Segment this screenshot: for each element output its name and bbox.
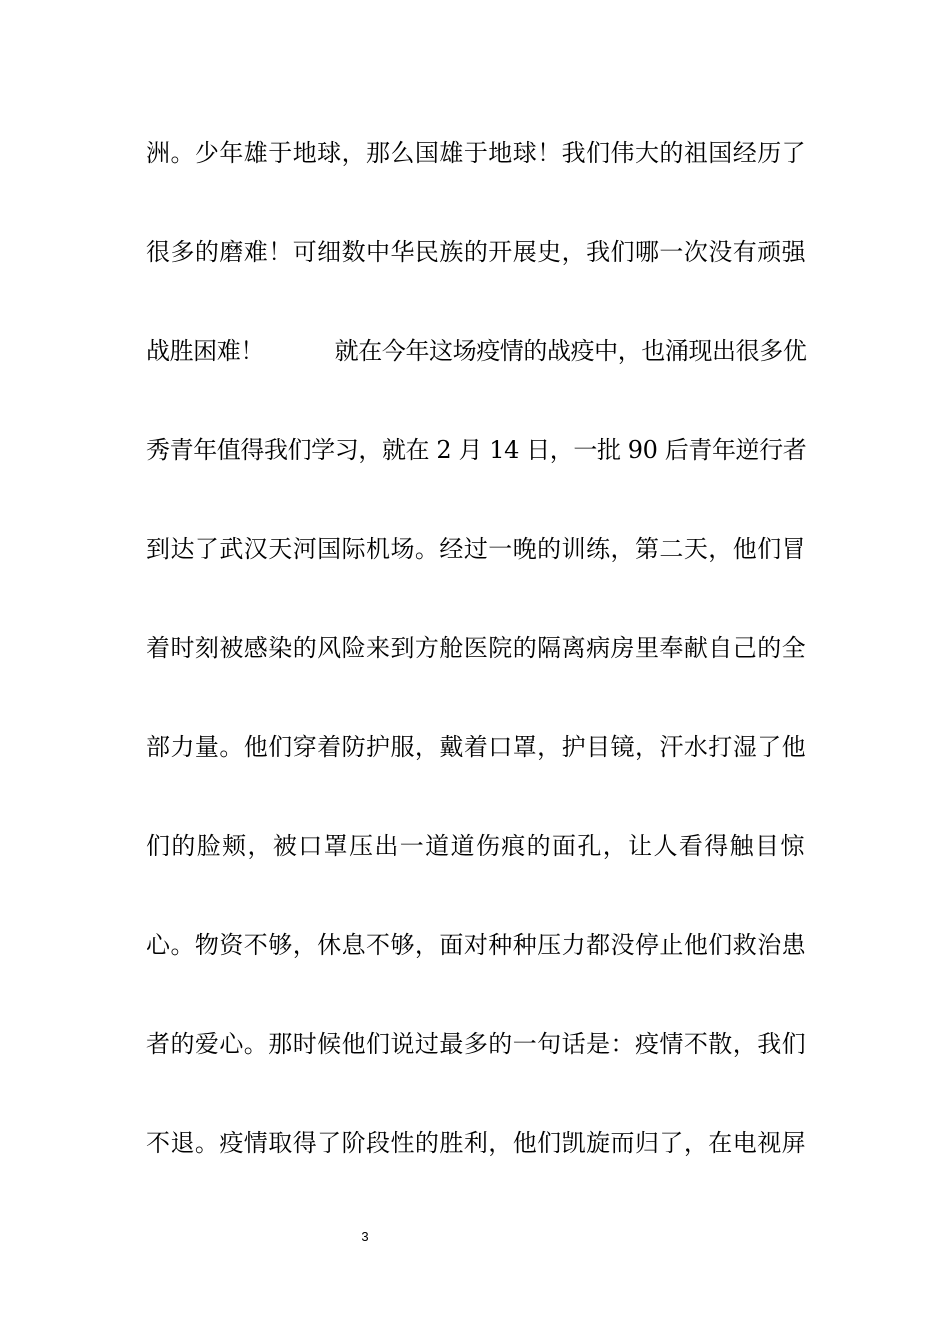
text-line: 洲。少年雄于地球，那么国雄于地球！我们伟大的祖国经历了 [146, 139, 807, 167]
text-line: 者的爱心。那时候他们说过最多的一句话是：疫情不散，我们 [146, 1030, 807, 1058]
text-line: 心。物资不够，休息不够，面对种种压力都没停止他们救治患 [146, 931, 807, 959]
body-text [146, 130, 806, 1219]
text-line: 们的脸颊，被口罩压出一道道伤痕的面孔，让人看得触目惊 [146, 832, 806, 860]
text-line: 着时刻被感染的风险来到方舱医院的隔离病房里奉献自己的全 [146, 634, 807, 662]
text-line: 部力量。他们穿着防护服，戴着口罩，护目镜，汗水打湿了他 [146, 733, 807, 761]
text-line: 不退。疫情取得了阶段性的胜利，他们凯旋而归了，在电视屏 [146, 1129, 807, 1157]
text-line: 很多的磨难！可细数中华民族的开展史，我们哪一次没有顽强 [146, 238, 807, 266]
text-line: 战胜困难！ 就在今年这场疫情的战疫中，也涌现出很多优 [146, 337, 807, 365]
text-line: 到达了武汉天河国际机场。经过一晚的训练，第二天，他们冒 [146, 535, 807, 563]
page-number: 3 [361, 1229, 369, 1244]
text-line: 秀青年值得我们学习，就在 2 月 14 日，一批 90 后青年逆行者 [146, 436, 807, 464]
